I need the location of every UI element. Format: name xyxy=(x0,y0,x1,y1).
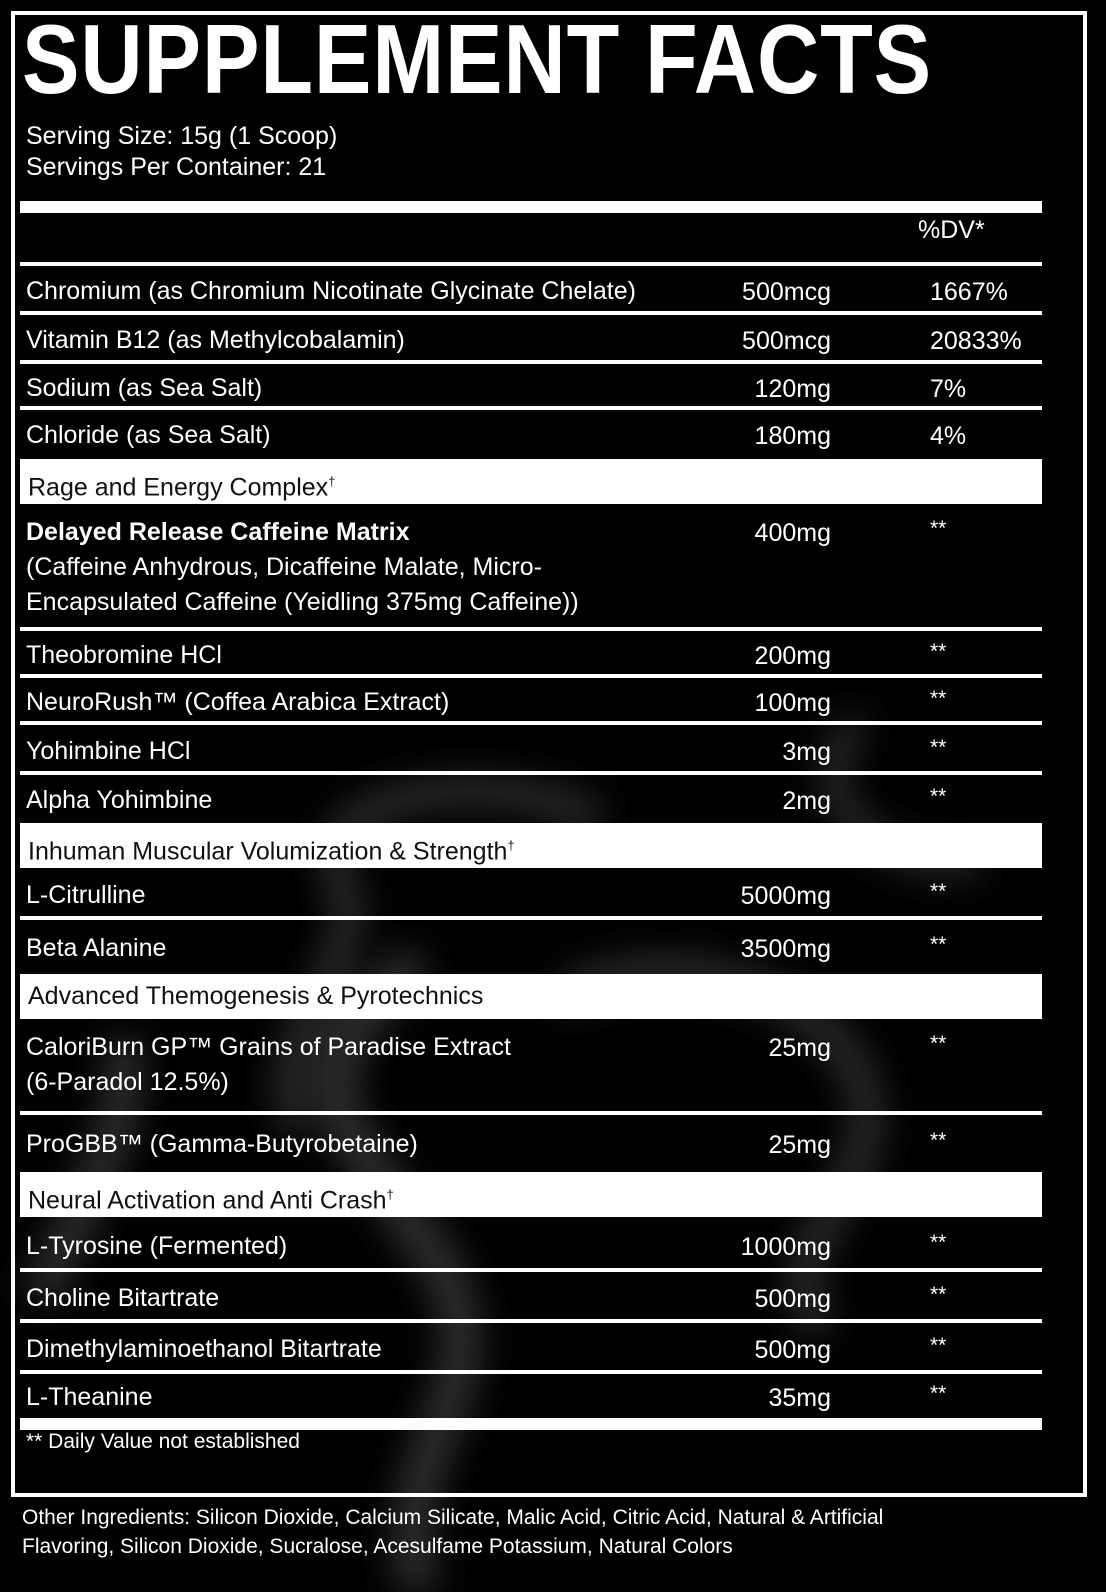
nutrient-row xyxy=(20,1272,1042,1323)
nutrient-name: L-Tyrosine (Fermented) xyxy=(26,1232,288,1260)
footnote: ** Daily Value not established xyxy=(26,1430,300,1453)
nutrient-amount: 3500mg xyxy=(740,935,831,963)
nutrient-name-block xyxy=(26,1229,287,1264)
nutrient-name-block xyxy=(26,1380,152,1415)
nutrient-amount: 200mg xyxy=(754,642,831,670)
nutrient-dv: 20833% xyxy=(930,327,1022,355)
nutrient-amount: 1000mg xyxy=(740,1233,831,1261)
nutrient-name-block xyxy=(26,274,636,309)
nutrient-row xyxy=(20,725,1042,775)
nutrient-dv: ** xyxy=(930,640,947,663)
thick-divider xyxy=(20,201,1042,213)
nutrient-name: Sodium (as Sea Salt) xyxy=(26,374,263,402)
nutrient-row xyxy=(20,1323,1042,1374)
nutrient-name: Theobromine HCl xyxy=(26,641,222,669)
nutrient-name: L-Citrulline xyxy=(26,881,146,909)
nutrient-name-block xyxy=(26,1127,418,1162)
nutrient-name-block xyxy=(26,734,190,769)
serving-info xyxy=(26,121,337,183)
nutrient-name-block xyxy=(26,931,166,966)
nutrient-name-block xyxy=(26,783,212,818)
nutrient-name: NeuroRush™ (Coffea Arabica Extract) xyxy=(26,688,450,716)
section-header xyxy=(20,459,1042,504)
dagger-mark: † xyxy=(507,838,515,853)
nutrient-row xyxy=(20,315,1042,364)
nutrient-name: Dimethylaminoethanol Bitartrate xyxy=(26,1335,382,1363)
nutrient-amount: 100mg xyxy=(754,689,831,717)
nutrient-row xyxy=(20,678,1042,725)
nutrient-dv: 1667% xyxy=(930,278,1008,306)
nutrient-name-block xyxy=(26,1281,219,1316)
nutrient-name-block xyxy=(26,1030,511,1100)
nutrient-row xyxy=(20,775,1042,823)
nutrient-dv: ** xyxy=(930,785,947,808)
nutrient-amount: 5000mg xyxy=(740,882,831,910)
nutrient-name: Choline Bitartrate xyxy=(26,1284,220,1312)
nutrient-name: Yohimbine HCl xyxy=(26,737,191,765)
other-ingredients xyxy=(22,1503,1092,1561)
nutrient-name-block xyxy=(26,1332,382,1367)
nutrient-row xyxy=(20,920,1042,974)
nutrient-name-block xyxy=(26,515,579,620)
nutrient-dv: ** xyxy=(930,687,947,710)
nutrient-name-block xyxy=(26,638,222,673)
nutrient-name: Beta Alanine xyxy=(26,934,167,962)
dagger-mark: † xyxy=(386,1187,394,1202)
nutrient-row xyxy=(20,1115,1042,1172)
nutrient-row xyxy=(20,410,1042,459)
section-header xyxy=(20,974,1042,1019)
nutrient-name: ProGBB™ (Gamma-Butyrobetaine) xyxy=(26,1130,418,1158)
nutrient-name: CaloriBurn GP™ Grains of Paradise Extract xyxy=(26,1033,511,1061)
nutrient-row xyxy=(20,266,1042,315)
nutrient-amount: 500mg xyxy=(754,1336,831,1364)
nutrient-row xyxy=(20,1374,1042,1418)
other-ingredients-line: Other Ingredients: Silicon Dioxide, Calcium Silicate, Malic Acid, Citric Acid, Natural & Artificial xyxy=(22,1506,884,1529)
nutrient-dv: ** xyxy=(930,1283,947,1306)
nutrient-name: Vitamin B12 (as Methylcobalamin) xyxy=(26,326,405,354)
nutrient-name-block xyxy=(26,685,449,720)
nutrient-amount: 2mg xyxy=(782,787,831,815)
nutrient-amount: 500mcg xyxy=(742,278,831,306)
section-title: Neural Activation and Anti Crash xyxy=(28,1186,387,1215)
nutrient-dv: 4% xyxy=(930,422,967,450)
nutrient-dv: ** xyxy=(930,933,947,956)
thick-divider xyxy=(20,1418,1042,1430)
section-title: Rage and Energy Complex xyxy=(28,473,329,502)
nutrient-name: L-Theanine xyxy=(26,1383,153,1411)
serving-size: Serving Size: 15g (1 Scoop) xyxy=(26,122,338,150)
nutrient-amount: 400mg xyxy=(754,519,831,547)
dagger-mark: † xyxy=(328,474,336,489)
nutrient-name-block xyxy=(26,418,271,453)
nutrient-name-block xyxy=(26,878,145,913)
nutrient-row xyxy=(20,1020,1042,1115)
nutrient-row xyxy=(20,505,1042,631)
nutrient-dv: ** xyxy=(930,1334,947,1357)
nutrient-row xyxy=(20,631,1042,678)
servings-per-container: Servings Per Container: 21 xyxy=(26,153,327,181)
section-header xyxy=(20,1172,1042,1217)
section-header xyxy=(20,823,1042,868)
nutrient-amount: 120mg xyxy=(754,375,831,403)
nutrient-name-block xyxy=(26,323,405,358)
nutrient-dv: ** xyxy=(930,736,947,759)
other-ingredients-line: Flavoring, Silicon Dioxide, Sucralose, Acesulfame Potassium, Natural Colors xyxy=(22,1535,733,1558)
nutrient-amount: 35mg xyxy=(768,1384,831,1412)
nutrient-name: Alpha Yohimbine xyxy=(26,786,213,814)
section-title: Inhuman Muscular Volumization & Strength xyxy=(28,837,508,866)
nutrient-name-detail: (6-Paradol 12.5%) xyxy=(26,1068,229,1096)
page-title: SUPPLEMENT FACTS xyxy=(22,4,933,114)
nutrient-row xyxy=(20,1218,1042,1272)
nutrient-name-detail: Encapsulated Caffeine (Yeidling 375mg Caffeine)) xyxy=(26,588,579,616)
nutrient-amount: 500mg xyxy=(754,1285,831,1313)
nutrient-dv: ** xyxy=(930,1231,947,1254)
section-title: Advanced Themogenesis & Pyrotechnics xyxy=(28,982,484,1010)
nutrient-dv: ** xyxy=(930,1129,947,1152)
nutrient-name: Delayed Release Caffeine Matrix xyxy=(26,518,410,546)
dv-column-header: %DV* xyxy=(918,216,985,244)
nutrient-dv: ** xyxy=(930,1382,947,1405)
nutrient-name-detail: (Caffeine Anhydrous, Dicaffeine Malate, Micro- xyxy=(26,553,542,581)
nutrient-amount: 25mg xyxy=(768,1034,831,1062)
nutrient-amount: 500mcg xyxy=(742,327,831,355)
nutrient-amount: 25mg xyxy=(768,1131,831,1159)
nutrient-row xyxy=(20,869,1042,920)
nutrient-name-block xyxy=(26,371,262,406)
nutrient-dv: ** xyxy=(930,517,947,540)
nutrient-row xyxy=(20,364,1042,410)
nutrient-dv: 7% xyxy=(930,375,967,403)
nutrient-amount: 3mg xyxy=(782,738,831,766)
nutrient-dv: ** xyxy=(930,1032,947,1055)
nutrient-amount: 180mg xyxy=(754,422,831,450)
nutrient-dv: ** xyxy=(930,880,947,903)
nutrient-name: Chloride (as Sea Salt) xyxy=(26,421,271,449)
nutrient-name: Chromium (as Chromium Nicotinate Glycinate Chelate) xyxy=(26,277,636,305)
